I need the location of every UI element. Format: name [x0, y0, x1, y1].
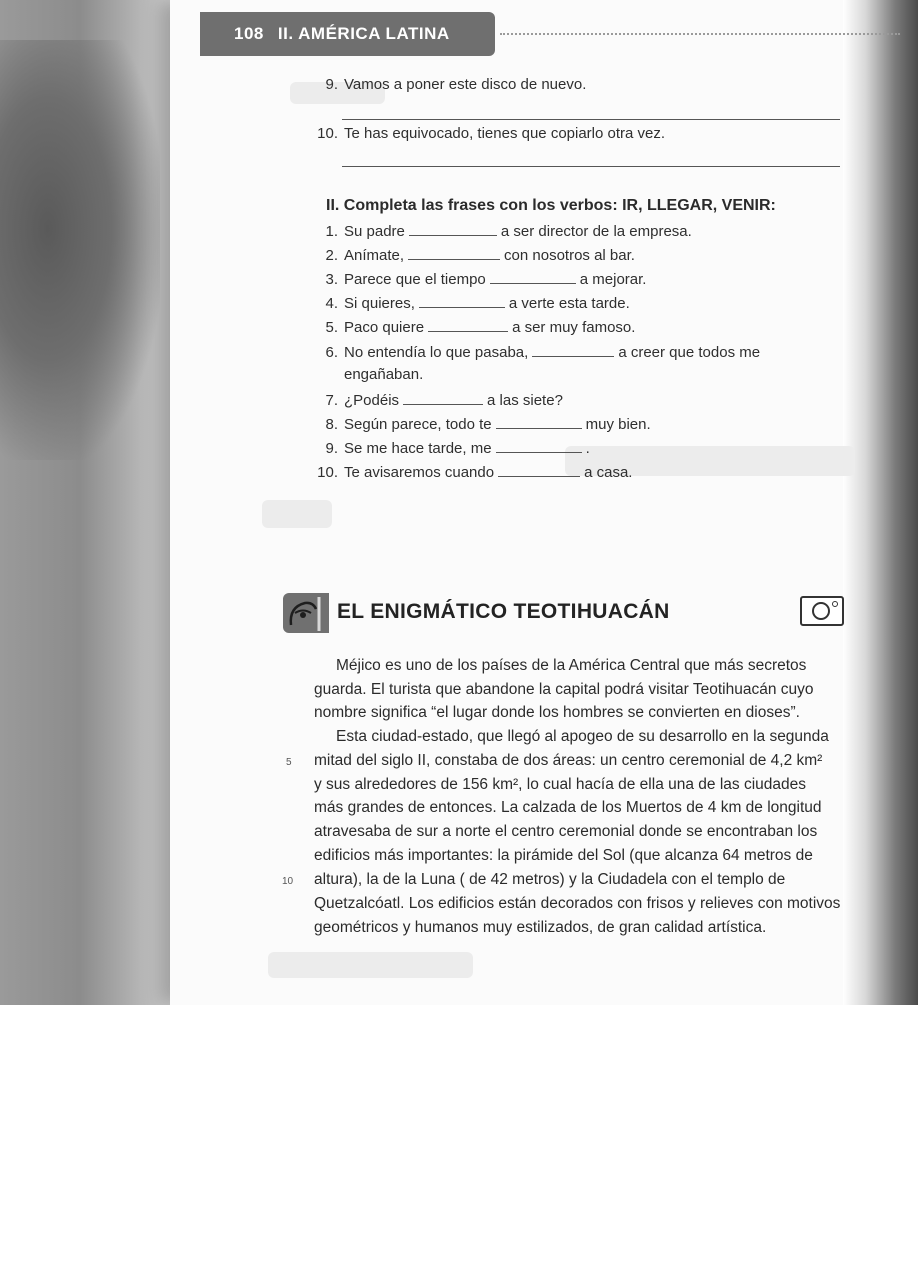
item-number: 7. — [325, 392, 338, 409]
line-number: 5 — [286, 757, 292, 768]
item-number: 8. — [325, 416, 338, 433]
article-line: atravesaba de sur a norte el centro ceremonial donde se encontraban los — [314, 823, 818, 840]
article-line: altura), la de la Luna ( de 42 metros) y la Ciudadela con el templo de — [314, 871, 786, 888]
article-line: Méjico es uno de los países de la América Central que más secretos — [336, 657, 807, 674]
answer-line — [342, 119, 840, 120]
page-shadow-right — [843, 0, 918, 1005]
item-text: a mejorar. — [579, 271, 647, 288]
item-text: Vamos a poner este disco de nuevo. — [344, 76, 587, 93]
exercise-item — [316, 221, 692, 240]
item-text: a ser muy famoso. — [512, 319, 636, 336]
blank-field[interactable] — [532, 342, 614, 357]
item-number: 1. — [325, 223, 338, 240]
item-text: a las siete? — [487, 392, 563, 409]
article-line: más grandes de entonces. La calzada de los Muertos de 4 km de longitud — [314, 799, 822, 816]
exercise-item — [316, 317, 635, 336]
eye-icon-glyph — [283, 593, 329, 633]
item-text: Paco quiere — [344, 319, 425, 336]
item-text: muy bien. — [585, 416, 651, 433]
blank-field[interactable] — [428, 317, 508, 332]
exercise-item — [316, 462, 632, 481]
blank-field[interactable] — [496, 414, 582, 429]
item-text: Si quieres, — [344, 295, 415, 312]
item-number: 4. — [325, 295, 338, 312]
article-line: edificios más importantes: la pirámide del Sol (que alcanza 64 metros de — [314, 847, 813, 864]
eye-icon — [283, 593, 329, 633]
chapter-title: II. AMÉRICA LATINA — [277, 24, 450, 43]
exercise-title: II. Completa las frases con los verbos: IR, LLEGAR, VENIR: — [326, 197, 776, 214]
article-line: guarda. El turista que abandone la capital podrá visitar Teotihuacán cuyo — [314, 681, 814, 698]
blank-field[interactable] — [419, 293, 505, 308]
item-number: 6. — [325, 344, 338, 361]
blank-field[interactable] — [403, 390, 483, 405]
chapter-header — [200, 12, 495, 56]
blank-area — [0, 1005, 918, 1262]
item-text: . — [585, 440, 590, 457]
page-shadow-blob — [0, 40, 160, 460]
article-line: y sus alrededores de 156 km², lo cual hacía de ella una de las ciudades — [314, 776, 806, 793]
blank-field[interactable] — [496, 438, 582, 453]
blank-field[interactable] — [490, 269, 576, 284]
item-number: 10. — [317, 464, 338, 481]
camera-flash — [832, 601, 838, 607]
exercise-item — [316, 438, 590, 457]
blank-field[interactable] — [408, 245, 500, 260]
item-number: 9. — [325, 440, 338, 457]
page-number: 108 — [234, 24, 264, 43]
exercise-item — [316, 125, 665, 142]
item-text: con nosotros al bar. — [504, 247, 635, 264]
item-text: a creer que todos me — [618, 344, 761, 361]
item-text: a verte esta tarde. — [508, 295, 630, 312]
item-text: a casa. — [584, 464, 633, 481]
answer-line — [342, 166, 840, 167]
exercise-item — [316, 293, 630, 312]
line-number: 10 — [282, 876, 294, 887]
item-text: Anímate, — [344, 247, 405, 264]
article-line: nombre significa “el lugar donde los hombres se convierten en dioses”. — [314, 704, 800, 721]
item-text: Según parece, todo te — [344, 416, 492, 433]
item-number: 10. — [317, 125, 338, 142]
blank-field[interactable] — [409, 221, 497, 236]
bleed-through-mark — [262, 500, 332, 528]
article-line: Esta ciudad-estado, que llegó al apogeo de su desarrollo en la segunda — [336, 728, 829, 745]
exercise-item — [316, 76, 586, 93]
exercise-item — [316, 269, 646, 288]
article-line: geométricos y humanos muy estilizados, de gran calidad artística. — [314, 919, 767, 936]
exercise-item-continuation: engañaban. — [344, 366, 424, 383]
item-text: Parece que el tiempo — [344, 271, 486, 288]
exercise-item — [316, 342, 760, 361]
exercise-item — [316, 390, 563, 409]
blank-field[interactable] — [498, 462, 580, 477]
item-number: 5. — [325, 319, 338, 336]
item-number: 2. — [325, 247, 338, 264]
item-text: ¿Podéis — [344, 392, 400, 409]
article-line: mitad del siglo II, constaba de dos áreas: un centro ceremonial de 4,2 km² — [314, 752, 823, 769]
camera-icon — [800, 596, 844, 626]
item-text: a ser director de la empresa. — [500, 223, 692, 240]
exercise-item — [316, 414, 651, 433]
item-text: Se me hace tarde, me — [344, 440, 492, 457]
article-title: EL ENIGMÁTICO TEOTIHUACÁN — [337, 600, 670, 623]
camera-lens — [812, 602, 830, 620]
item-text: Te avisaremos cuando — [344, 464, 495, 481]
bleed-through-mark — [268, 952, 473, 978]
article-line: Quetzalcóatl. Los edificios están decorados con frisos y relieves con motivos — [314, 895, 841, 912]
item-text: No entendía lo que pasaba, — [344, 344, 529, 361]
item-number: 9. — [325, 76, 338, 93]
item-number: 3. — [325, 271, 338, 288]
item-text: Te has equivocado, tienes que copiarlo otra vez. — [344, 125, 666, 142]
exercise-item — [316, 245, 635, 264]
header-dotted-rule — [500, 33, 900, 37]
item-text: Su padre — [344, 223, 405, 240]
